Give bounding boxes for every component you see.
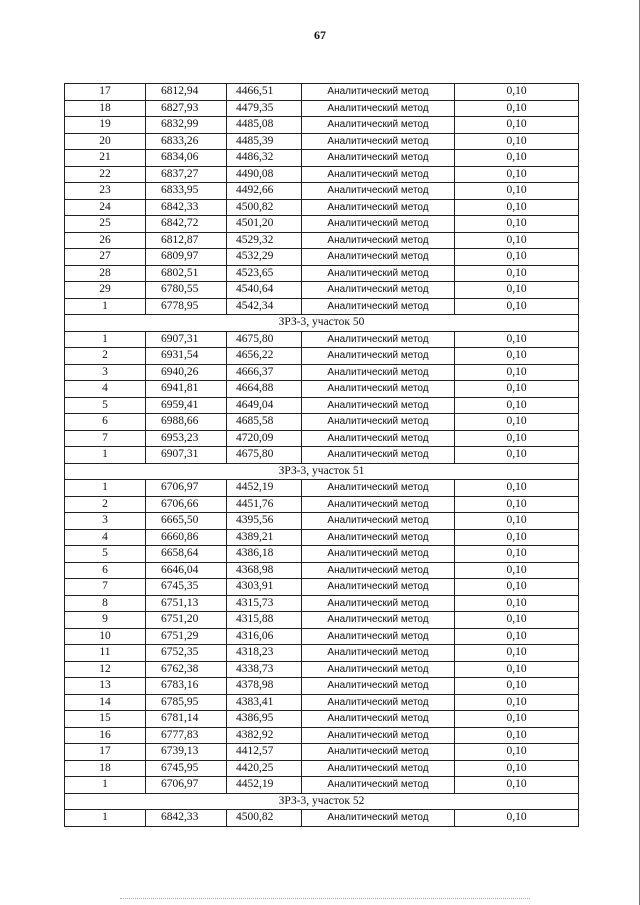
method-cell: Аналитический метод [302, 232, 455, 249]
y-coordinate-cell: 4492,66 [227, 183, 302, 200]
section-header-row [65, 793, 579, 810]
y-coordinate-cell: 4383,41 [227, 694, 302, 711]
x-coordinate-cell: 6751,29 [146, 628, 227, 645]
y-coordinate-cell: 4386,18 [227, 546, 302, 563]
table-row [65, 711, 579, 728]
table-row [65, 612, 579, 629]
method-cell: Аналитический метод [302, 249, 455, 266]
error-cell: 0,10 [455, 760, 579, 777]
method-cell: Аналитический метод [302, 117, 455, 134]
method-cell: Аналитический метод [302, 513, 455, 530]
y-coordinate-cell: 4656,22 [227, 348, 302, 365]
y-coordinate-cell: 4500,82 [227, 199, 302, 216]
table-row [65, 496, 579, 513]
x-coordinate-cell: 6646,04 [146, 562, 227, 579]
error-cell: 0,10 [455, 645, 579, 662]
x-coordinate-cell: 6940,26 [146, 364, 227, 381]
table-row [65, 513, 579, 530]
error-cell: 0,10 [455, 150, 579, 167]
method-cell: Аналитический метод [302, 183, 455, 200]
y-coordinate-cell: 4666,37 [227, 364, 302, 381]
table-row [65, 84, 579, 101]
table-row [65, 546, 579, 563]
table-row [65, 183, 579, 200]
method-cell: Аналитический метод [302, 628, 455, 645]
table-row [65, 744, 579, 761]
point-number-cell: 23 [65, 183, 146, 200]
y-coordinate-cell: 4386,95 [227, 711, 302, 728]
x-coordinate-cell: 6842,33 [146, 810, 227, 827]
method-cell: Аналитический метод [302, 364, 455, 381]
error-cell: 0,10 [455, 331, 579, 348]
point-number-cell: 27 [65, 249, 146, 266]
x-coordinate-cell: 6812,94 [146, 84, 227, 101]
method-cell: Аналитический метод [302, 282, 455, 299]
y-coordinate-cell: 4303,91 [227, 579, 302, 596]
error-cell: 0,10 [455, 678, 579, 695]
error-cell: 0,10 [455, 265, 579, 282]
method-cell: Аналитический метод [302, 447, 455, 464]
table-row [65, 414, 579, 431]
x-coordinate-cell: 6745,35 [146, 579, 227, 596]
x-coordinate-cell: 6931,54 [146, 348, 227, 365]
point-number-cell: 4 [65, 529, 146, 546]
point-number-cell: 7 [65, 430, 146, 447]
page-number: 67 [314, 28, 326, 42]
method-cell: Аналитический метод [302, 529, 455, 546]
x-coordinate-cell: 6941,81 [146, 381, 227, 398]
x-coordinate-cell: 6751,20 [146, 612, 227, 629]
x-coordinate-cell: 6777,83 [146, 727, 227, 744]
point-number-cell: 26 [65, 232, 146, 249]
error-cell: 0,10 [455, 348, 579, 365]
table-row [65, 430, 579, 447]
method-cell: Аналитический метод [302, 595, 455, 612]
error-cell: 0,10 [455, 579, 579, 596]
table-row [65, 645, 579, 662]
method-cell: Аналитический метод [302, 348, 455, 365]
point-number-cell: 1 [65, 777, 146, 794]
table-row [65, 133, 579, 150]
x-coordinate-cell: 6660,86 [146, 529, 227, 546]
method-cell: Аналитический метод [302, 661, 455, 678]
y-coordinate-cell: 4382,92 [227, 727, 302, 744]
y-coordinate-cell: 4485,08 [227, 117, 302, 134]
table-row [65, 331, 579, 348]
error-cell: 0,10 [455, 166, 579, 183]
y-coordinate-cell: 4542,34 [227, 298, 302, 315]
method-cell: Аналитический метод [302, 150, 455, 167]
method-cell: Аналитический метод [302, 727, 455, 744]
table-row [65, 232, 579, 249]
error-cell: 0,10 [455, 661, 579, 678]
method-cell: Аналитический метод [302, 678, 455, 695]
table-row [65, 628, 579, 645]
point-number-cell: 8 [65, 595, 146, 612]
error-cell: 0,10 [455, 282, 579, 299]
table-row [65, 117, 579, 134]
error-cell: 0,10 [455, 529, 579, 546]
coordinates-table-body [65, 84, 579, 827]
error-cell: 0,10 [455, 694, 579, 711]
x-coordinate-cell: 6837,27 [146, 166, 227, 183]
error-cell: 0,10 [455, 496, 579, 513]
point-number-cell: 1 [65, 447, 146, 464]
y-coordinate-cell: 4368,98 [227, 562, 302, 579]
error-cell: 0,10 [455, 232, 579, 249]
table-row [65, 348, 579, 365]
method-cell: Аналитический метод [302, 100, 455, 117]
method-cell: Аналитический метод [302, 711, 455, 728]
error-cell: 0,10 [455, 364, 579, 381]
x-coordinate-cell: 6802,51 [146, 265, 227, 282]
point-number-cell: 9 [65, 612, 146, 629]
method-cell: Аналитический метод [302, 133, 455, 150]
x-coordinate-cell: 6832,99 [146, 117, 227, 134]
point-number-cell: 7 [65, 579, 146, 596]
y-coordinate-cell: 4316,06 [227, 628, 302, 645]
table-row [65, 727, 579, 744]
error-cell: 0,10 [455, 381, 579, 398]
method-cell: Аналитический метод [302, 562, 455, 579]
y-coordinate-cell: 4529,32 [227, 232, 302, 249]
method-cell: Аналитический метод [302, 645, 455, 662]
section-title: ЗРЗ-3, участок 51 [65, 463, 579, 480]
x-coordinate-cell: 6988,66 [146, 414, 227, 431]
point-number-cell: 5 [65, 397, 146, 414]
point-number-cell: 14 [65, 694, 146, 711]
y-coordinate-cell: 4685,58 [227, 414, 302, 431]
table-row [65, 265, 579, 282]
method-cell: Аналитический метод [302, 694, 455, 711]
method-cell: Аналитический метод [302, 496, 455, 513]
method-cell: Аналитический метод [302, 480, 455, 497]
y-coordinate-cell: 4451,76 [227, 496, 302, 513]
x-coordinate-cell: 6706,97 [146, 777, 227, 794]
error-cell: 0,10 [455, 810, 579, 827]
x-coordinate-cell: 6834,06 [146, 150, 227, 167]
point-number-cell: 17 [65, 84, 146, 101]
method-cell: Аналитический метод [302, 298, 455, 315]
y-coordinate-cell: 4315,88 [227, 612, 302, 629]
y-coordinate-cell: 4675,80 [227, 447, 302, 464]
error-cell: 0,10 [455, 249, 579, 266]
point-number-cell: 6 [65, 414, 146, 431]
point-number-cell: 19 [65, 117, 146, 134]
point-number-cell: 25 [65, 216, 146, 233]
y-coordinate-cell: 4675,80 [227, 331, 302, 348]
method-cell: Аналитический метод [302, 744, 455, 761]
y-coordinate-cell: 4532,29 [227, 249, 302, 266]
y-coordinate-cell: 4486,32 [227, 150, 302, 167]
error-cell: 0,10 [455, 216, 579, 233]
error-cell: 0,10 [455, 100, 579, 117]
error-cell: 0,10 [455, 546, 579, 563]
error-cell: 0,10 [455, 84, 579, 101]
method-cell: Аналитический метод [302, 331, 455, 348]
coordinates-table [64, 83, 579, 827]
y-coordinate-cell: 4523,65 [227, 265, 302, 282]
table-row [65, 364, 579, 381]
point-number-cell: 3 [65, 513, 146, 530]
x-coordinate-cell: 6751,13 [146, 595, 227, 612]
y-coordinate-cell: 4649,04 [227, 397, 302, 414]
x-coordinate-cell: 6833,26 [146, 133, 227, 150]
x-coordinate-cell: 6812,87 [146, 232, 227, 249]
method-cell: Аналитический метод [302, 216, 455, 233]
method-cell: Аналитический метод [302, 381, 455, 398]
point-number-cell: 16 [65, 727, 146, 744]
x-coordinate-cell: 6706,97 [146, 480, 227, 497]
point-number-cell: 11 [65, 645, 146, 662]
table-row [65, 595, 579, 612]
error-cell: 0,10 [455, 711, 579, 728]
x-coordinate-cell: 6907,31 [146, 331, 227, 348]
y-coordinate-cell: 4452,19 [227, 777, 302, 794]
y-coordinate-cell: 4315,73 [227, 595, 302, 612]
point-number-cell: 4 [65, 381, 146, 398]
point-number-cell: 5 [65, 546, 146, 563]
error-cell: 0,10 [455, 612, 579, 629]
method-cell: Аналитический метод [302, 546, 455, 563]
x-coordinate-cell: 6706,66 [146, 496, 227, 513]
x-coordinate-cell: 6739,13 [146, 744, 227, 761]
error-cell: 0,10 [455, 513, 579, 530]
x-coordinate-cell: 6833,95 [146, 183, 227, 200]
y-coordinate-cell: 4720,09 [227, 430, 302, 447]
y-coordinate-cell: 4389,21 [227, 529, 302, 546]
x-coordinate-cell: 6959,41 [146, 397, 227, 414]
table-row [65, 216, 579, 233]
table-row [65, 661, 579, 678]
table-row [65, 381, 579, 398]
point-number-cell: 15 [65, 711, 146, 728]
y-coordinate-cell: 4420,25 [227, 760, 302, 777]
table-row [65, 562, 579, 579]
y-coordinate-cell: 4540,64 [227, 282, 302, 299]
method-cell: Аналитический метод [302, 612, 455, 629]
x-coordinate-cell: 6762,38 [146, 661, 227, 678]
point-number-cell: 18 [65, 100, 146, 117]
section-title: ЗРЗ-3, участок 52 [65, 793, 579, 810]
x-coordinate-cell: 6907,31 [146, 447, 227, 464]
x-coordinate-cell: 6809,97 [146, 249, 227, 266]
method-cell: Аналитический метод [302, 760, 455, 777]
y-coordinate-cell: 4412,57 [227, 744, 302, 761]
method-cell: Аналитический метод [302, 579, 455, 596]
table-row [65, 447, 579, 464]
table-row [65, 777, 579, 794]
table-row [65, 150, 579, 167]
table-row [65, 397, 579, 414]
method-cell: Аналитический метод [302, 84, 455, 101]
table-row [65, 166, 579, 183]
point-number-cell: 6 [65, 562, 146, 579]
method-cell: Аналитический метод [302, 810, 455, 827]
section-title: ЗРЗ-3, участок 50 [65, 315, 579, 332]
y-coordinate-cell: 4501,20 [227, 216, 302, 233]
x-coordinate-cell: 6780,55 [146, 282, 227, 299]
section-header-row [65, 463, 579, 480]
section-header-row [65, 315, 579, 332]
error-cell: 0,10 [455, 595, 579, 612]
point-number-cell: 17 [65, 744, 146, 761]
point-number-cell: 18 [65, 760, 146, 777]
x-coordinate-cell: 6953,23 [146, 430, 227, 447]
y-coordinate-cell: 4479,35 [227, 100, 302, 117]
y-coordinate-cell: 4378,98 [227, 678, 302, 695]
x-coordinate-cell: 6752,35 [146, 645, 227, 662]
table-row [65, 298, 579, 315]
point-number-cell: 10 [65, 628, 146, 645]
error-cell: 0,10 [455, 414, 579, 431]
y-coordinate-cell: 4664,88 [227, 381, 302, 398]
x-coordinate-cell: 6778,95 [146, 298, 227, 315]
table-row [65, 694, 579, 711]
x-coordinate-cell: 6785,95 [146, 694, 227, 711]
point-number-cell: 12 [65, 661, 146, 678]
point-number-cell: 2 [65, 496, 146, 513]
point-number-cell: 1 [65, 331, 146, 348]
error-cell: 0,10 [455, 117, 579, 134]
table-row [65, 199, 579, 216]
x-coordinate-cell: 6783,16 [146, 678, 227, 695]
x-coordinate-cell: 6745,95 [146, 760, 227, 777]
y-coordinate-cell: 4318,23 [227, 645, 302, 662]
error-cell: 0,10 [455, 133, 579, 150]
error-cell: 0,10 [455, 447, 579, 464]
point-number-cell: 2 [65, 348, 146, 365]
y-coordinate-cell: 4466,51 [227, 84, 302, 101]
point-number-cell: 22 [65, 166, 146, 183]
method-cell: Аналитический метод [302, 166, 455, 183]
error-cell: 0,10 [455, 397, 579, 414]
x-coordinate-cell: 6842,33 [146, 199, 227, 216]
error-cell: 0,10 [455, 727, 579, 744]
error-cell: 0,10 [455, 298, 579, 315]
point-number-cell: 28 [65, 265, 146, 282]
point-number-cell: 21 [65, 150, 146, 167]
method-cell: Аналитический метод [302, 414, 455, 431]
scan-edge-line [120, 898, 530, 899]
error-cell: 0,10 [455, 480, 579, 497]
point-number-cell: 29 [65, 282, 146, 299]
table-row [65, 100, 579, 117]
table-row [65, 480, 579, 497]
point-number-cell: 1 [65, 298, 146, 315]
error-cell: 0,10 [455, 430, 579, 447]
method-cell: Аналитический метод [302, 430, 455, 447]
error-cell: 0,10 [455, 628, 579, 645]
y-coordinate-cell: 4485,39 [227, 133, 302, 150]
table-row [65, 529, 579, 546]
point-number-cell: 20 [65, 133, 146, 150]
x-coordinate-cell: 6842,72 [146, 216, 227, 233]
table-row [65, 282, 579, 299]
error-cell: 0,10 [455, 744, 579, 761]
point-number-cell: 1 [65, 480, 146, 497]
table-row [65, 760, 579, 777]
table-row [65, 678, 579, 695]
error-cell: 0,10 [455, 777, 579, 794]
x-coordinate-cell: 6827,93 [146, 100, 227, 117]
point-number-cell: 24 [65, 199, 146, 216]
point-number-cell: 1 [65, 810, 146, 827]
method-cell: Аналитический метод [302, 397, 455, 414]
y-coordinate-cell: 4395,56 [227, 513, 302, 530]
y-coordinate-cell: 4338,73 [227, 661, 302, 678]
error-cell: 0,10 [455, 183, 579, 200]
point-number-cell: 13 [65, 678, 146, 695]
y-coordinate-cell: 4500,82 [227, 810, 302, 827]
method-cell: Аналитический метод [302, 265, 455, 282]
method-cell: Аналитический метод [302, 777, 455, 794]
x-coordinate-cell: 6658,64 [146, 546, 227, 563]
table-row [65, 249, 579, 266]
x-coordinate-cell: 6665,50 [146, 513, 227, 530]
x-coordinate-cell: 6781,14 [146, 711, 227, 728]
error-cell: 0,10 [455, 199, 579, 216]
error-cell: 0,10 [455, 562, 579, 579]
y-coordinate-cell: 4452,19 [227, 480, 302, 497]
table-row [65, 579, 579, 596]
method-cell: Аналитический метод [302, 199, 455, 216]
point-number-cell: 3 [65, 364, 146, 381]
table-row [65, 810, 579, 827]
y-coordinate-cell: 4490,08 [227, 166, 302, 183]
